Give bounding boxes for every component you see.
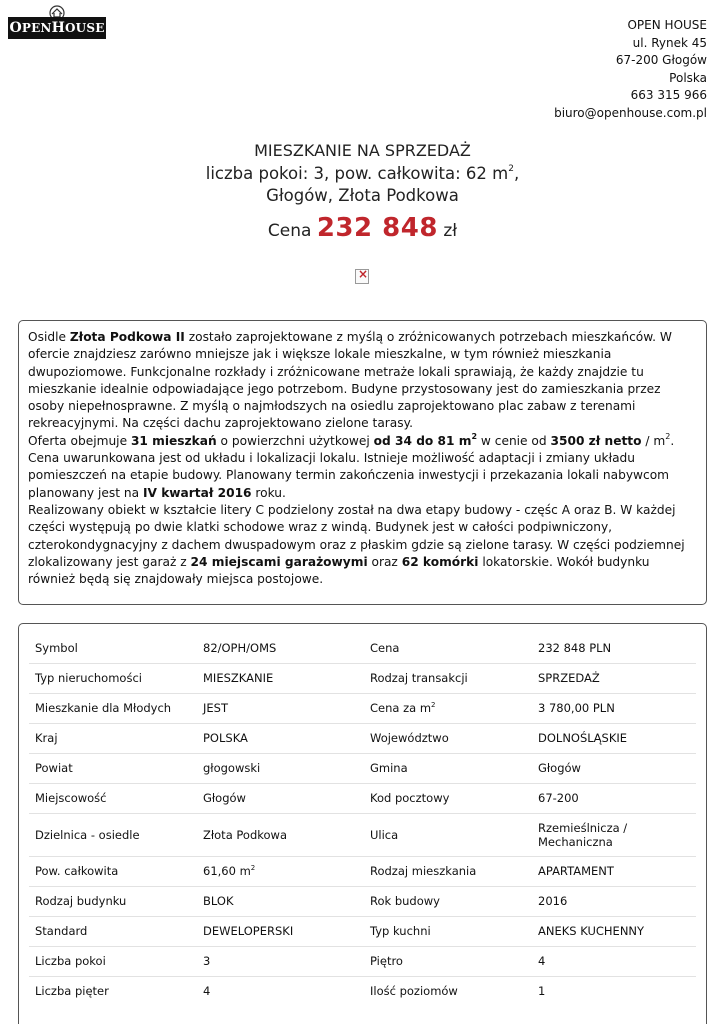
detail-value-text: Głogów: [203, 791, 246, 805]
detail-value: [197, 723, 364, 753]
unit-superscript: 2: [250, 864, 256, 872]
description-paragraph-3: [28, 450, 696, 502]
description-paragraph-2: [28, 433, 696, 450]
table-row: [29, 856, 696, 886]
desc-text: oraz: [367, 554, 402, 569]
detail-label-text: Typ nieruchomości: [35, 671, 142, 685]
detail-value: [197, 813, 364, 856]
desc-storage-count: 62 komórki: [401, 554, 479, 569]
detail-value: [532, 976, 696, 1006]
company-logo: [8, 5, 106, 40]
detail-value: [197, 946, 364, 976]
desc-text: roku.: [251, 485, 286, 500]
detail-label-text: Powiat: [35, 761, 73, 775]
desc-text: o powierzchni użytkowej: [216, 433, 374, 448]
detail-label-text: Mieszkanie dla Młodych: [35, 701, 172, 715]
detail-value: [532, 663, 696, 693]
street-address: ul. Rynek 45: [632, 35, 707, 50]
detail-label: [364, 946, 532, 976]
table-row: [29, 976, 696, 1006]
detail-value: [197, 693, 364, 723]
detail-value-text: 82/OPH/OMS: [203, 640, 277, 655]
offer-summary-suffix: ,: [513, 164, 520, 183]
table-row: [29, 723, 696, 753]
offer-summary: [0, 162, 725, 185]
detail-value: [197, 633, 364, 663]
detail-value: [197, 753, 364, 783]
detail-label: [29, 753, 197, 783]
detail-value-text: APARTAMENT: [538, 864, 614, 878]
desc-text: Realizowany obiekt w kształcie litery C podzielony został na dwa etapy budowy - częśc A oraz B. W każdej części występują po dwie klatki schodowe wraz z windą. Budynek jest w całości podpiwniczony, czterokondygnacyjny z dachem dwuspadowym oraz z płaskim gdzie są zielone tarasy. W części podziemnej zlokalizowany jest garaż z: [28, 502, 685, 569]
detail-label-text: Miejscowość: [35, 791, 107, 805]
detail-value-text: 3: [203, 954, 211, 968]
detail-value-text: 1: [538, 984, 546, 999]
detail-value-text: DOLNOŚLĄSKIE: [538, 731, 628, 745]
desc-text: / m: [641, 433, 666, 448]
detail-label-text: Cena za m: [370, 701, 432, 715]
detail-value: [197, 916, 364, 946]
offer-title: MIESZKANIE NA SPRZEDAŻ: [254, 141, 471, 160]
table-row: [29, 753, 696, 783]
detail-value-text: JEST: [203, 701, 228, 715]
detail-value: [532, 693, 696, 723]
offer-price: [0, 213, 725, 246]
detail-label-text: Cena: [370, 640, 400, 655]
detail-label: [364, 633, 532, 663]
offer-location: Głogów, Złota Podkowa: [266, 186, 459, 205]
detail-value: [532, 753, 696, 783]
detail-value: [532, 856, 696, 886]
detail-value-text: ANEKS KUCHENNY: [538, 924, 645, 938]
detail-label-text: Kod pocztowy: [370, 791, 450, 805]
detail-value-text: 67-200: [538, 791, 579, 805]
detail-label-text: Ilość poziomów: [370, 984, 458, 999]
detail-value: [197, 886, 364, 916]
unit-superscript: 2: [431, 701, 436, 709]
desc-completion-date: IV kwartał 2016: [142, 485, 252, 500]
phone-number: 663 315 966: [630, 88, 707, 102]
detail-value-text: 4: [203, 984, 211, 999]
detail-value: [532, 723, 696, 753]
area-superscript: 2: [508, 164, 514, 174]
detail-label-text: Symbol: [35, 640, 78, 655]
country: Polska: [669, 70, 707, 85]
detail-label: [364, 693, 532, 723]
table-row: [29, 693, 696, 723]
detail-value-text: BLOK: [203, 894, 234, 908]
detail-label-text: Standard: [35, 924, 88, 938]
detail-value-text: POLSKA: [203, 731, 248, 745]
detail-value: [197, 783, 364, 813]
desc-text: Osidle: [28, 330, 70, 344]
detail-label-text: Województwo: [370, 731, 449, 745]
detail-value: [532, 886, 696, 916]
company-name: OPEN HOUSE: [627, 18, 707, 32]
broken-image-icon: ×: [355, 269, 369, 284]
table-row: [29, 916, 696, 946]
detail-label: [364, 723, 532, 753]
detail-value: [532, 916, 696, 946]
desc-text: lokatorskie. Wokół budynku również będą się znajdowały miejsca postojowe.: [28, 554, 650, 587]
detail-value-line: Mechaniczna: [538, 834, 613, 849]
detail-value-text: Głogów: [538, 761, 581, 775]
details-table: [29, 633, 696, 1006]
detail-label: [29, 976, 197, 1006]
detail-label-text: Gmina: [370, 761, 408, 775]
detail-label-text: Dzielnica - osiedle: [35, 827, 140, 842]
detail-value: [532, 946, 696, 976]
desc-text: Cena uwarunkowana jest od układu i lokalizacji lokalu. Istnieje możliwość adaptacji i zmiany układu pomieszczeń na etapie budowy. Planowany termin zakończenia inwestycji i przekazania lokali nabywcom planowany jest na: [28, 451, 670, 500]
price-currency: zł: [443, 221, 458, 241]
desc-garage-spaces: 24 miejscami garażowymi: [190, 554, 368, 569]
desc-flat-count: 31 mieszkań: [130, 433, 217, 448]
desc-text: zostało zaprojektowane z myślą o zróżnicowanych potrzebach mieszkańców. W ofercie znajdziesz zarówno mniejsze jak i większe lokale mieszkalne, w tym również mieszkania dwupoziomowe. Funkcjonalne rozkłady i zróżnicowane metraże lokali sprawiają, że każdy znajdzie tu mieszkanie idealnie odpowiadające jego potrzebom. Budyne przystosowany jest do zamieszkania przez osoby niepełnosprawne. Z myślą o najmłodszych na osiedlu zaprojektowano plac zabaw z terenami rekreacyjnymi. Na części dachu zaprojektowano zielone tarasy.: [28, 330, 672, 431]
detail-label: [29, 783, 197, 813]
detail-label: [364, 886, 532, 916]
detail-label: [29, 946, 197, 976]
detail-label: [364, 753, 532, 783]
desc-area-range-text: od 34 do 81 m: [373, 433, 472, 448]
desc-superscript: 2: [665, 431, 671, 441]
table-row: [29, 886, 696, 916]
description-paragraph-4: [28, 502, 696, 588]
detail-label: [29, 856, 197, 886]
detail-value-text: SPRZEDAŻ: [538, 671, 600, 685]
detail-value-text: głogowski: [203, 761, 261, 775]
detail-label-text: Rodzaj mieszkania: [370, 864, 477, 878]
price-value: 232 848: [316, 213, 438, 243]
detail-label-text: Piętro: [370, 954, 403, 968]
detail-label-text: Rodzaj budynku: [35, 894, 127, 908]
detail-label-text: Ulica: [370, 827, 399, 842]
detail-label: [364, 916, 532, 946]
detail-label: [29, 693, 197, 723]
desc-text: .: [670, 433, 675, 448]
desc-text: Oferta obejmuje: [28, 433, 131, 448]
detail-label-text: Pow. całkowita: [35, 864, 119, 878]
offer-summary-text: liczba pokoi: 3, pow. całkowita: 62 m: [205, 164, 509, 183]
detail-value-text: Złota Podkowa: [203, 827, 287, 842]
detail-label: [29, 813, 197, 856]
detail-label: [29, 663, 197, 693]
detail-label: [29, 916, 197, 946]
detail-value-text: 232 848 PLN: [538, 640, 612, 655]
table-row: [29, 946, 696, 976]
detail-label: [364, 663, 532, 693]
price-label: Cena: [267, 221, 312, 241]
detail-label-text: Kraj: [35, 731, 58, 745]
detail-label: [364, 783, 532, 813]
contact-block: [554, 17, 707, 122]
detail-label-text: Liczba pięter: [35, 984, 109, 999]
detail-label: [364, 813, 532, 856]
desc-text: w cenie od: [477, 433, 551, 448]
logo-wordmark: OPENHOUSE: [9, 20, 105, 36]
detail-value: [532, 633, 696, 663]
detail-label-text: Liczba pokoi: [35, 954, 106, 968]
detail-value-text: 2016: [538, 894, 568, 908]
detail-value: [532, 813, 696, 856]
detail-value-text: DEWELOPERSKI: [203, 924, 294, 938]
detail-label: [364, 976, 532, 1006]
detail-label: [29, 633, 197, 663]
detail-label-text: Rodzaj transakcji: [370, 671, 468, 685]
email-address: biuro@openhouse.com.pl: [554, 105, 707, 120]
detail-value-line: Rzemieślnicza /: [538, 820, 628, 835]
description-box: [18, 320, 707, 605]
table-row: [29, 633, 696, 663]
detail-label: [29, 886, 197, 916]
detail-label-text: Typ kuchni: [370, 924, 431, 938]
detail-value-text: MIESZKANIE: [203, 671, 274, 685]
description-paragraph-1: [28, 329, 696, 433]
table-row: [29, 813, 696, 856]
detail-value-text: 3 780,00 PLN: [538, 701, 615, 715]
table-row: [29, 663, 696, 693]
desc-estate-name: Złota Podkowa II: [69, 330, 185, 344]
detail-value: [197, 976, 364, 1006]
table-row: [29, 783, 696, 813]
detail-value-text: 61,60 m: [203, 864, 251, 878]
desc-area-range: [373, 431, 478, 448]
desc-superscript: 2: [471, 431, 478, 441]
detail-value: [197, 663, 364, 693]
detail-label: [364, 856, 532, 886]
postal-city: 67-200 Głogów: [615, 53, 707, 67]
desc-price-from: 3500 zł netto: [550, 433, 642, 448]
detail-value: [532, 783, 696, 813]
detail-value-text: 4: [538, 954, 546, 968]
detail-value: [197, 856, 364, 886]
detail-label-text: Rok budowy: [370, 894, 440, 908]
detail-label: [29, 723, 197, 753]
offer-heading: [0, 140, 725, 246]
details-box: [18, 623, 707, 1024]
